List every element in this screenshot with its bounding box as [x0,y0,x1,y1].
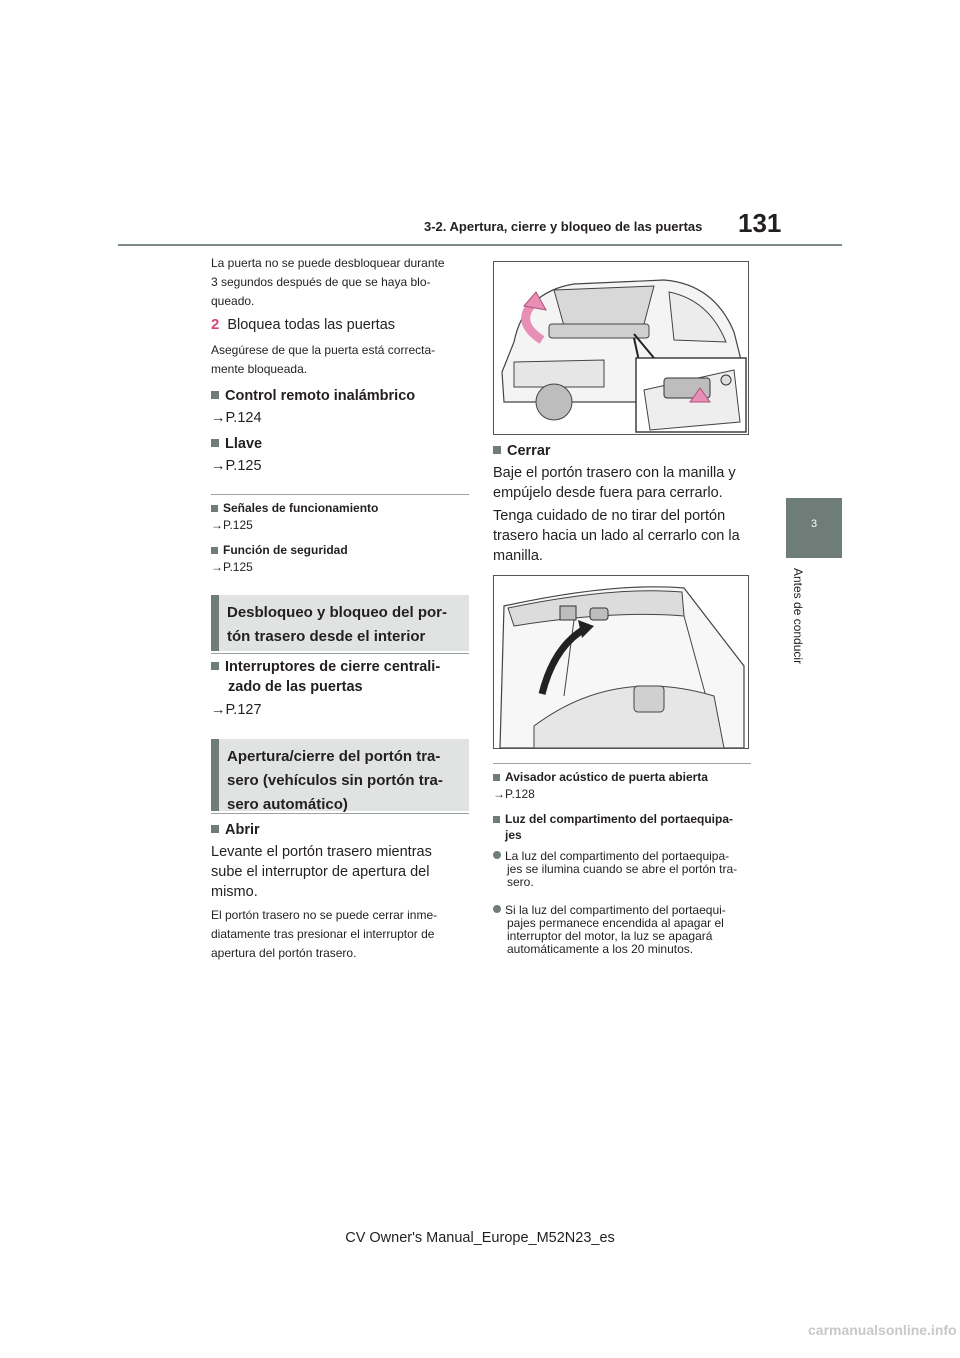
light-bullet-1: La luz del compartimento del portaequipa- jes se ilumina cuando se abre el portón tra- sero. [493,850,759,889]
close-text-2: Tenga cuidado de no tirar del portón trasero hacia un lado al cerrarlo con la manilla. [493,508,740,564]
square-bullet-icon [211,547,218,554]
page-number: 131 [738,208,782,238]
buzzer-heading: Avisador acústico de puerta abierta [493,768,708,787]
round-bullet-icon [493,905,501,913]
watermark: carmanualsonline.info [808,1322,957,1338]
section-title: 3-2. Apertura, cierre y bloqueo de las puertas [424,219,703,234]
document-footer: CV Owner's Manual_Europe_M52N23_es [345,1230,615,1246]
header-divider [118,244,842,246]
chapter-label: Antes de conducir [791,568,805,665]
open-heading: Abrir [211,820,260,840]
section-divider [211,813,469,814]
square-bullet-icon [211,391,219,399]
square-bullet-icon [493,774,500,781]
open-text: Levante el portón trasero mientras sube el interruptor de apertura del mismo. [211,844,432,900]
central-lock-heading: Interruptores de cierre centrali- zado de las puertas [211,657,440,697]
chapter-number: 3 [810,518,818,530]
illustration-back-door-interior [493,575,749,749]
remote-ref[interactable]: →P.124 [211,410,262,426]
car-interior-illustration [494,576,748,748]
close-heading: Cerrar [493,441,551,461]
square-bullet-icon [211,662,219,670]
security-ref[interactable]: →P.125 [211,560,253,574]
light-heading: Luz del compartimento del portaequipa- jes [493,811,759,843]
section-heading-interior-lock: Desbloqueo y bloqueo del por- tón trasero desde el interior [211,595,469,651]
square-bullet-icon [493,816,500,823]
close-text-1: Baje el portón trasero con la manilla y empújelo desde fuera para cerrarlo. [493,465,736,501]
signals-heading: Señales de funcionamiento [211,499,378,518]
key-heading: Llave [211,434,262,454]
square-bullet-icon [211,505,218,512]
square-bullet-icon [493,446,501,454]
remote-heading: Control remoto inalámbrico [211,386,415,406]
section-divider [211,494,469,495]
step-2 [211,315,395,335]
signals-ref[interactable]: →P.125 [211,518,253,532]
key-ref[interactable]: →P.125 [211,458,262,474]
square-bullet-icon [211,825,219,833]
square-bullet-icon [211,439,219,447]
step-2-note: Asegúrese de que la puerta está correcta- mente bloqueada. [211,343,436,376]
intro-paragraph: La puerta no se puede desbloquear durante 3 segundos después de que se haya blo- queado. [211,256,445,308]
section-divider [211,653,469,654]
chapter-tab[interactable] [786,498,842,558]
car-rear-illustration [494,262,748,434]
round-bullet-icon [493,851,501,859]
buzzer-ref[interactable]: →P.128 [493,787,535,801]
step-text: Bloquea todas las puertas [227,317,396,333]
security-heading: Función de seguridad [211,541,348,560]
illustration-back-door-exterior [493,261,749,435]
central-lock-ref[interactable]: →P.127 [211,702,262,718]
step-number: 2 [211,316,220,333]
open-note: El portón trasero no se puede cerrar inme- diatamente tras presionar el interruptor de apertura del portón trasero. [211,908,438,960]
light-bullet-2: Si la luz del compartimento del portaequi- pajes permanece encendida al apagar el interruptor del motor, la luz se apagará automáticamente a los 20 minutos. [493,904,759,956]
section-divider [493,763,751,764]
section-heading-back-door: Apertura/cierre del portón tra- sero (vehículos sin portón tra- sero automático) [211,739,469,811]
